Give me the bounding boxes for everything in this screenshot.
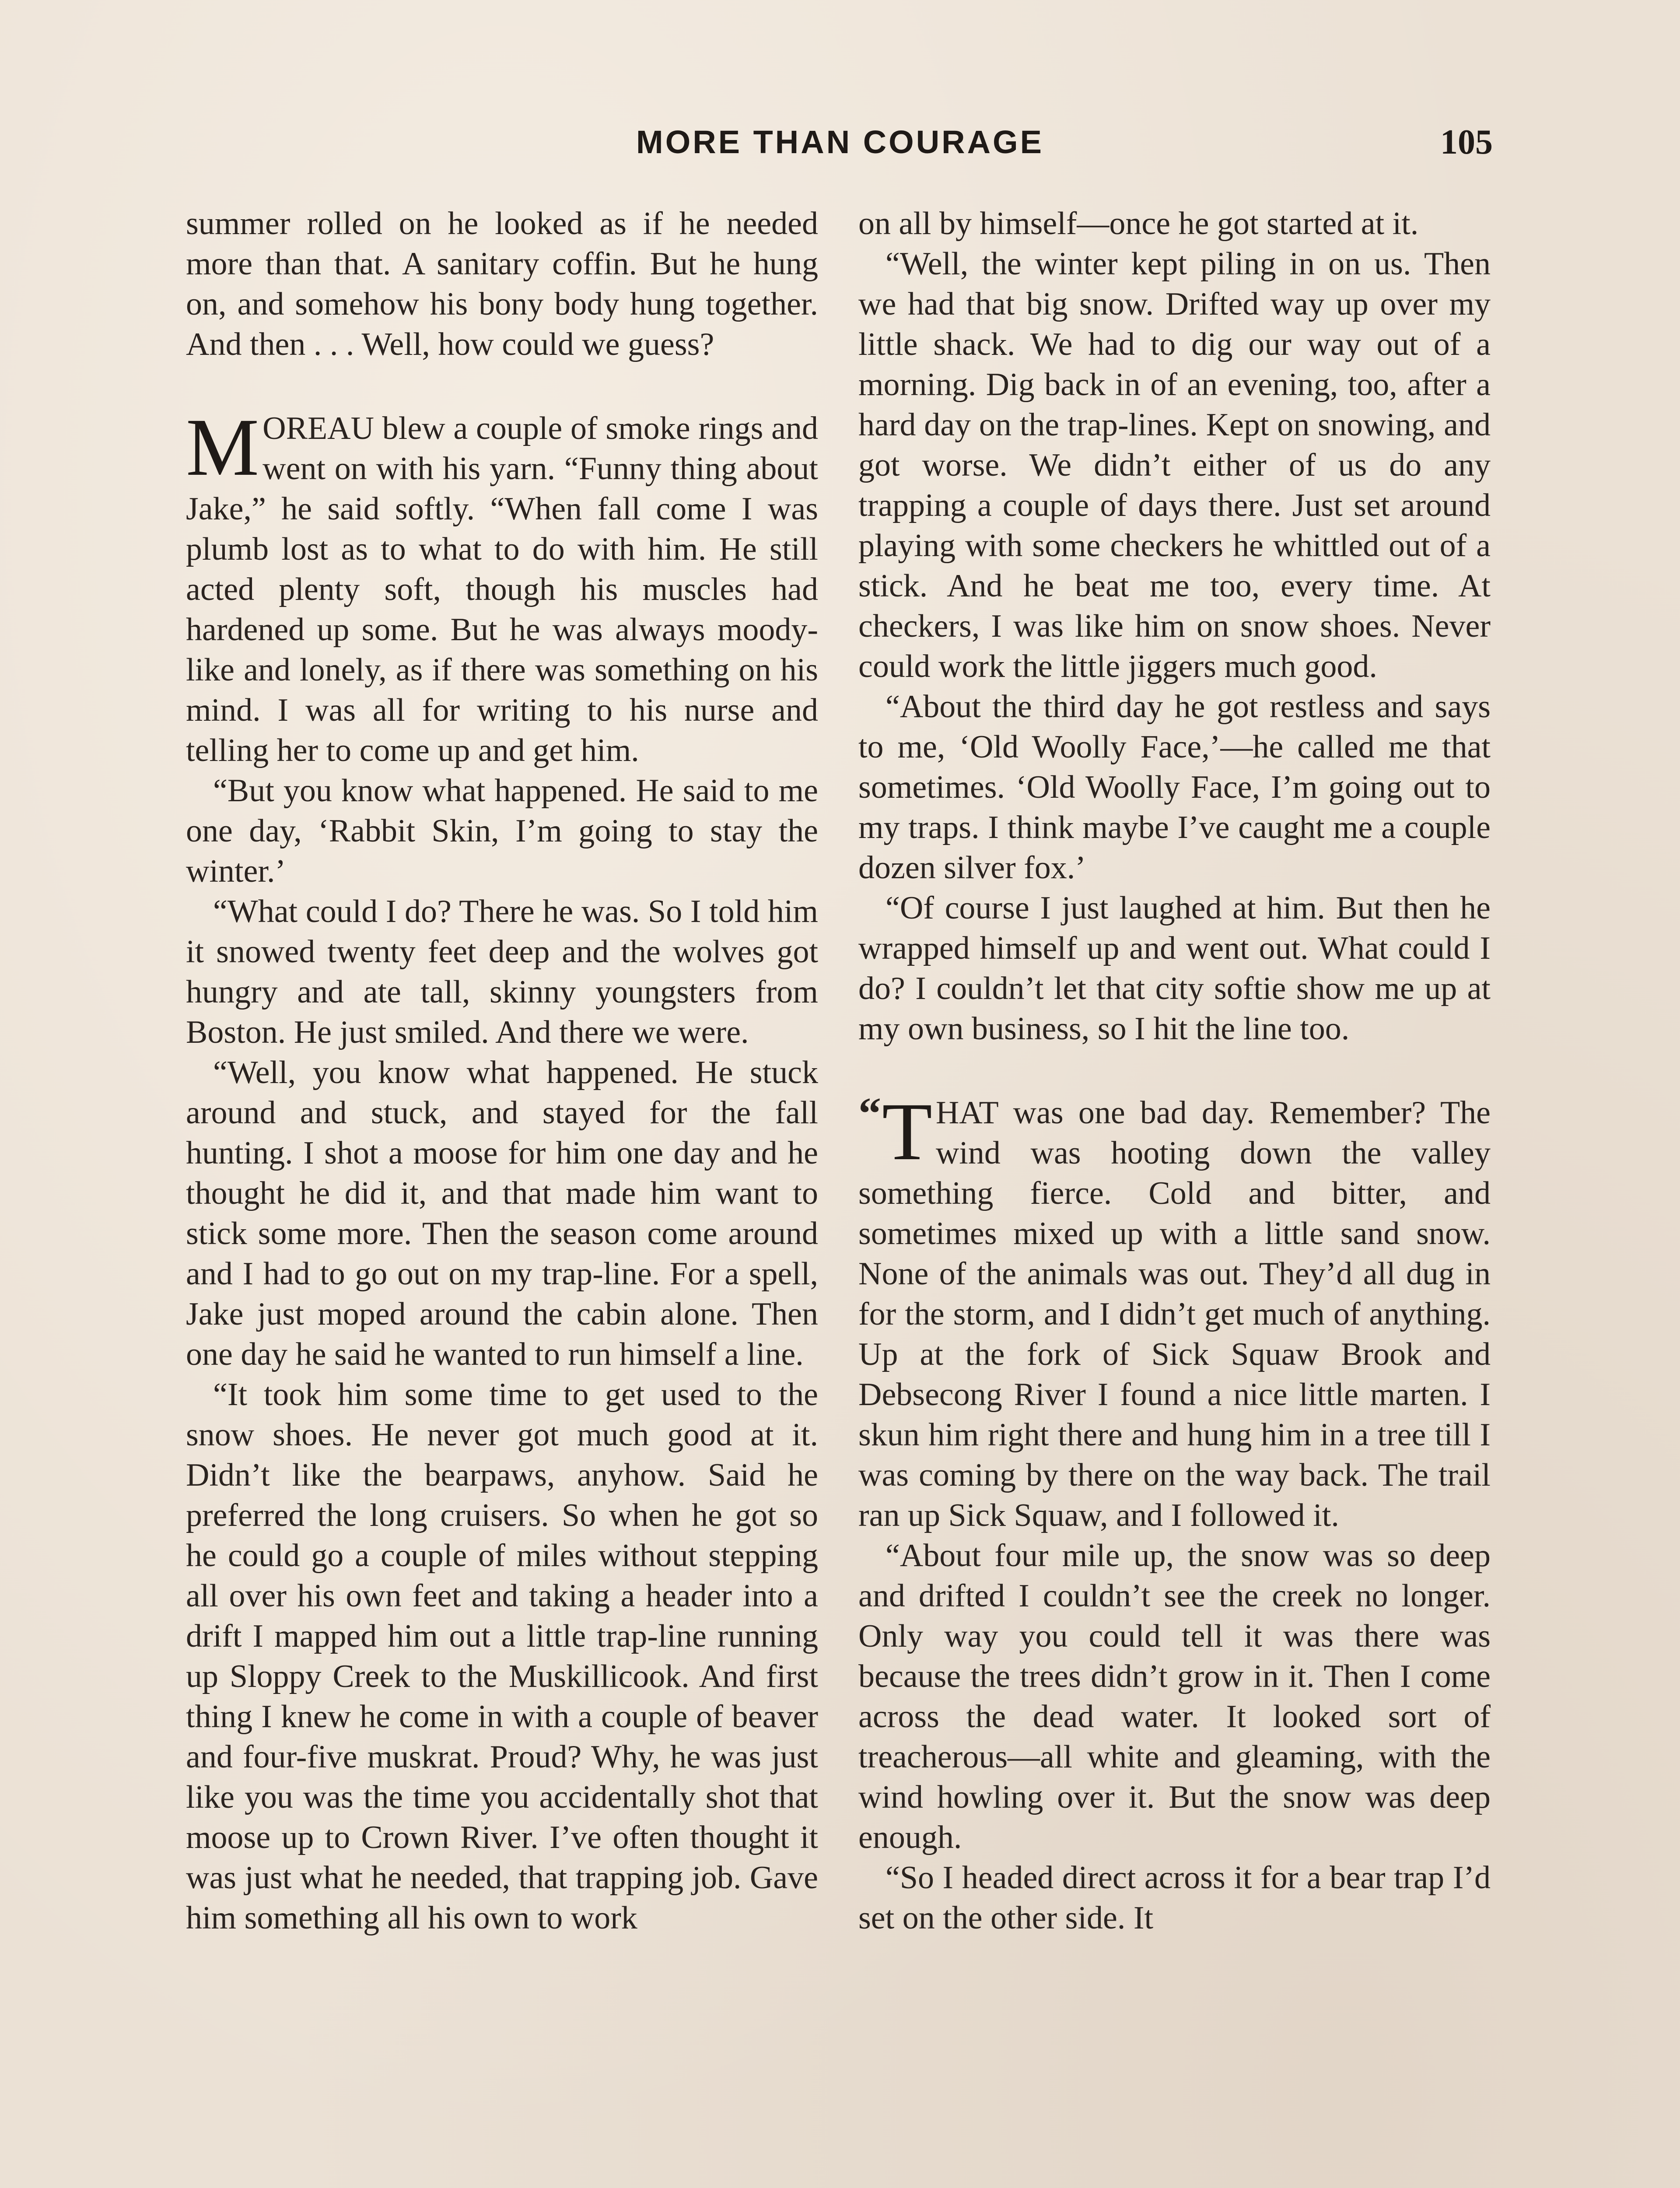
section-paragraph [186, 401, 818, 771]
running-title: MORE THAN COURAGE [636, 124, 1044, 160]
paragraph: “About the third day he got restless and says to me, ‘Old Woolly Face,’—he called me that sometimes. ‘Old Woolly Face, I’m going out to my traps. I think maybe I’ve caught me a couple dozen silver fox.’ [858, 689, 1491, 886]
paragraph: “Of course I just laughed at him. But then he wrapped himself up and went out. What could I do? I couldn’t let that city softie show me up at my own business, so I hit the line too. [858, 890, 1491, 1047]
paragraph: “Well, you know what happened. He stuck around and stuck, and stayed for the fall hunting. I shot a moose for him one day and he thought he did it, and that made him want to stick some more. Then the season come around and I had to go out on my trap-line. For a spell, Jake just moped around the cabin alone. Then one day he said he wanted to run himself a line. [186, 1055, 818, 1372]
paragraph: “Well, the winter kept piling in on us. Then we had that big snow. Drifted way up over my little shack. We had to dig our way out of a morning. Dig back in of an evening, too, after a hard day on the trap-lines. Kept on snowing, and got worse. We didn’t either of us do any trapping a couple of days there. Just set around playing with some checkers he whittled out of a stick. And he beat me too, every time. At checkers, I was like him on snow shoes. Never could work the little jiggers much good. [858, 246, 1491, 684]
drop-cap: T [882, 1086, 932, 1177]
paragraph-text: OREAU blew a couple of smoke rings and went on with his yarn. “Funny thing about Jake,” he said softly. “When fall come I was plumb lost as to what to do with him. He still acted plenty soft, though his muscles had hardened up some. But he was always moody-like and lonely, as if there was something on his mind. I was all for writing to his nurse and telling her to come up and get him. [186, 410, 818, 768]
paragraph: “About four mile up, the snow was so deep and drifted I couldn’t see the creek no longer. Only way you could tell it was there was because the trees didn’t grow in it. Then I come across the dead water. It looked sort of treacherous—all white and gleaming, with the wind howling over it. But the snow was deep enough. [858, 1538, 1491, 1855]
right-column [858, 203, 1491, 1938]
paragraph: “But you know what happened. He said to me one day, ‘Rabbit Skin, I’m going to stay the winter.’ [186, 773, 818, 889]
left-column [186, 203, 818, 1938]
page-header [184, 118, 1496, 166]
paragraph: “So I headed direct across it for a bear trap I’d set on the other side. It [858, 1860, 1491, 1936]
paragraph: “What could I do? There he was. So I told him it snowed twenty feet deep and the wolves got hungry and ate tall, skinny youngsters from Boston. He just smiled. And there we were. [186, 894, 818, 1050]
section-paragraph [858, 1086, 1491, 1536]
drop-cap: M [186, 401, 259, 493]
paragraph: “It took him some time to get used to the snow shoes. He never got much good at it. Didn’t like the bearpaws, anyhow. Said he preferred the long cruisers. So when he got so he could go a couple of miles without stepping all over his own feet and taking a header into a drift I mapped him out a little trap-line running up Sloppy Creek to the Muskillicook. And first thing I knew he come in with a couple of beaver and four-five muskrat. Proud? Why, he was just like you was the time you accidentally shot that moose up to Crown River. I’ve often thought it was just what he needed, that trapping job. Gave him something all his own to work [186, 1377, 818, 1936]
page-number: 105 [1440, 123, 1493, 161]
paragraph: on all by himself—once he got started at it. [858, 206, 1419, 242]
opening-quote-mark: “ [858, 1088, 881, 1139]
paragraph-text: HAT was one bad day. Remember? The wind was hooting down the valley something fierce. Cold and bitter, and sometimes mixed up with a little sand snow. None of the animals was out. They’d all dug in for the storm, and I didn’t get much of anything. Up at the fork of Sick Squaw Brook and Debsecong River I found a nice little marten. I skun him right there and hung him in a tree till I was coming by there on the way back. The trail ran up Sick Squaw, and I followed it. [858, 1095, 1491, 1533]
paragraph: summer rolled on he looked as if he needed more than that. A sanitary coffin. But he hung on, and somehow his bony body hung together. And then . . . Well, how could we guess? [186, 206, 818, 362]
